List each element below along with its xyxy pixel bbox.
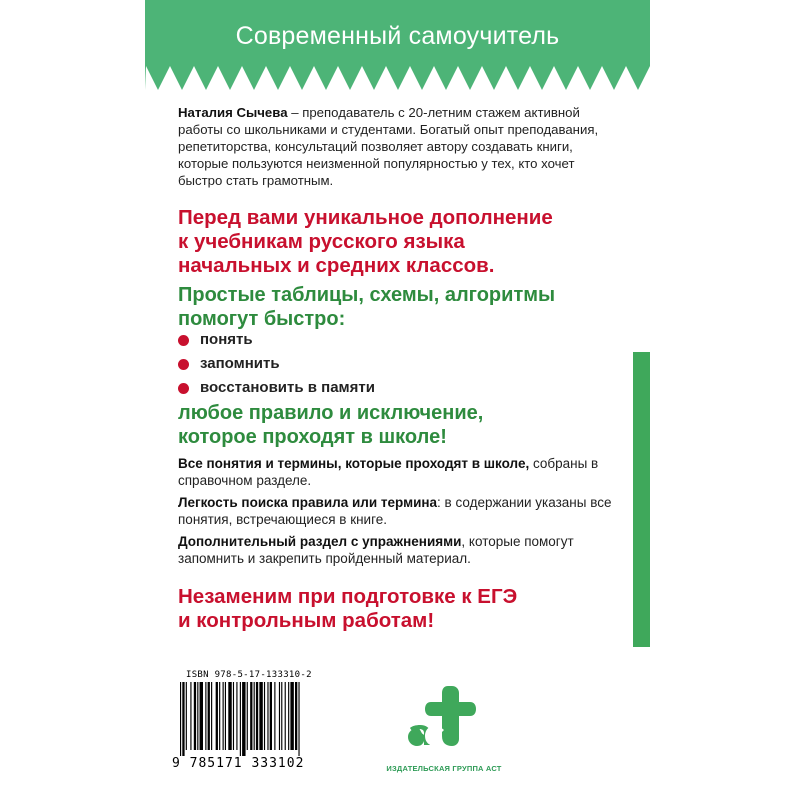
barcode-bar — [228, 682, 231, 750]
header-banner — [145, 0, 650, 92]
rule-line-text: которое проходят в школе! — [178, 426, 447, 448]
publisher-name: ИЗДАТЕЛЬСКАЯ ГРУППА АСТ — [386, 764, 502, 773]
barcode-bar — [233, 682, 234, 750]
barcode-bar — [242, 682, 245, 756]
headline — [178, 206, 618, 278]
barcode-bar — [298, 682, 299, 756]
feature-text: : в содержании указаны все понятия, встречающиеся в книге. — [178, 495, 612, 527]
barcode-bar — [256, 682, 258, 750]
barcode-bar — [267, 682, 268, 750]
barcode-bar — [236, 682, 237, 750]
barcode-bar — [200, 682, 203, 750]
list-item — [178, 352, 598, 376]
bullet-text: запомнить — [200, 355, 280, 372]
barcode-bar — [264, 682, 265, 750]
tables-intro-line: помогут быстро: — [178, 308, 346, 330]
barcode-bar — [281, 682, 282, 750]
feature-text: собраны в справочном разделе. — [178, 456, 599, 488]
feature-bold: Легкость поиска правила или термина — [178, 495, 438, 510]
bullet-list — [178, 328, 598, 400]
list-item — [178, 328, 598, 352]
features-list — [178, 455, 618, 572]
feature-bold: Дополнительный раздел с упражнениями — [178, 534, 462, 549]
barcode-bar — [250, 682, 252, 750]
headline-line: начальных и средних классов. — [178, 254, 495, 277]
feature-item — [178, 455, 618, 489]
barcode-bar — [223, 682, 224, 750]
barcode-bar — [208, 682, 210, 750]
barcode-block — [172, 670, 360, 782]
author-bio — [178, 104, 618, 189]
headline-line: к учебникам русского языка — [178, 230, 465, 253]
closing-line: и контрольным работам! — [178, 609, 435, 632]
ast-logo-icon — [404, 680, 486, 750]
barcode-icon — [172, 682, 360, 756]
tables-intro — [178, 283, 618, 331]
closing-statement — [178, 585, 618, 633]
barcode-bar — [240, 682, 241, 756]
barcode-bar — [288, 682, 289, 750]
barcode-bar — [216, 682, 218, 750]
barcode-bar — [211, 682, 212, 750]
barcode-bar — [254, 682, 255, 750]
barcode-digits: 9 785171 333102 — [172, 756, 305, 771]
bullet-text: восстановить в памяти — [200, 379, 375, 396]
tables-intro-line: Простые таблицы, схемы, алгоритмы — [178, 284, 556, 306]
closing-line: Незаменим при подготовке к ЕГЭ — [178, 585, 518, 608]
barcode-bar — [180, 682, 181, 756]
isbn-text: ISBN 978-5-17-133310-2 — [186, 670, 312, 680]
series-title: Современный самоучитель — [235, 22, 560, 50]
barcode-bar — [285, 682, 286, 750]
barcode-bar — [274, 682, 275, 750]
barcode-bar — [182, 682, 184, 756]
rule-line-text: любое правило и исключение, — [178, 402, 484, 424]
barcode-bar — [186, 682, 187, 750]
author-name: Наталия Сычева — [178, 105, 288, 120]
bullet-dot-icon — [178, 359, 189, 370]
barcode-bar — [194, 682, 196, 750]
feature-item — [178, 533, 618, 567]
list-item — [178, 376, 598, 400]
rule-line — [178, 401, 618, 449]
barcode-bar — [219, 682, 220, 750]
barcode-bar — [205, 682, 206, 750]
barcode-bar — [247, 682, 248, 750]
barcode-bar — [270, 682, 272, 750]
barcode-bar — [225, 682, 226, 750]
bullet-dot-icon — [178, 383, 189, 394]
feature-item — [178, 494, 618, 528]
side-stripe — [633, 352, 650, 647]
barcode-bar — [295, 682, 297, 750]
barcode-bar — [190, 682, 191, 750]
bullet-dot-icon — [178, 335, 189, 346]
author-bio-text: – преподаватель с 20-летним стажем активной работы со школьниками и студентами. Богатый опыт преподавания, репетиторства, консультаций позволяет автору создавать книги, которые пользуются неизменной популярностью у тех, кто хочет быстро стать грамотным. — [178, 105, 599, 188]
barcode-bar — [290, 682, 293, 750]
bullet-text: понять — [200, 331, 253, 348]
headline-line: Перед вами уникальное дополнение — [178, 206, 553, 229]
barcode-bar — [259, 682, 262, 750]
barcode-bar — [197, 682, 198, 750]
feature-bold: Все понятия и термины, которые проходят в школе, — [178, 456, 530, 471]
barcode-bar — [279, 682, 280, 750]
feature-text: , которые помогут запомнить и закрепить пройденный материал. — [178, 534, 574, 566]
